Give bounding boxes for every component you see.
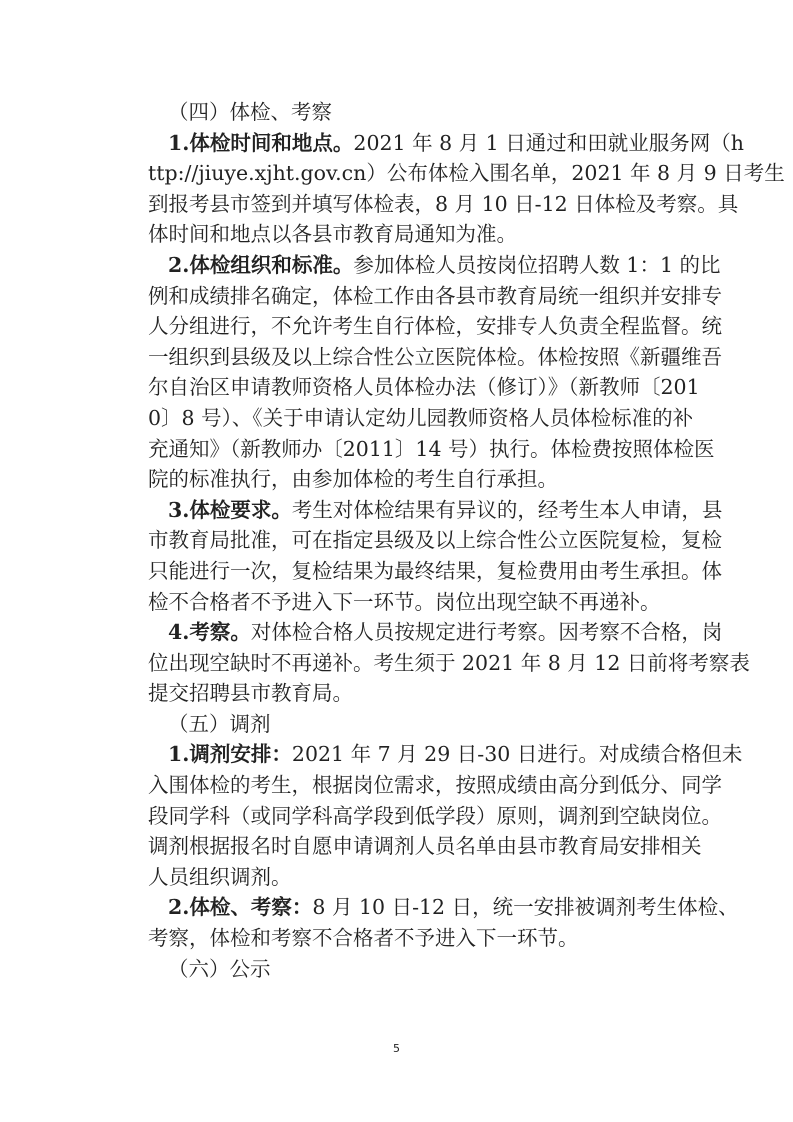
- text-line: 调剂根据报名时自愿申请调剂人员名单由县市教育局安排相关: [148, 834, 702, 859]
- text-line: 例和成绩排名确定，体检工作由各县市教育局统一组织并安排专: [148, 283, 722, 308]
- paragraph: [148, 617, 750, 709]
- text-line: 院的标准执行，由参加体检的考生自行承担。: [148, 467, 558, 492]
- paragraph-lead: 1.体检时间和地点。: [168, 130, 354, 155]
- line-text: 2021 年 8 月 1 日通过和田就业服务网（h: [353, 130, 744, 155]
- text-line: 检不合格者不予进入下一环节。岗位出现空缺不再递补。: [148, 589, 661, 614]
- section-heading: （六）公示: [168, 956, 271, 981]
- paragraph: [148, 495, 723, 617]
- text-line: 提交招聘县市教育局。: [148, 681, 353, 706]
- line-text: 8 月 10 日-12 日，统一安排被调剂考生体检、: [312, 895, 739, 920]
- paragraph-lead: 1.调剂安排：: [168, 742, 292, 767]
- text-line: 位出现空缺时不再递补。考生须于 2021 年 8 月 12 日前将考察表: [148, 650, 750, 675]
- line-text: 对体检合格人员按规定进行考察。因考察不合格，岗: [250, 620, 723, 645]
- text-line: [148, 739, 743, 770]
- text-line: [148, 250, 721, 281]
- text-line: 尔自治区申请教师资格人员体检办法（修订）》（新教师〔201: [148, 375, 700, 400]
- text-line: 一组织到县级及以上综合性公立医院体检。体检按照《新疆维吾: [148, 344, 722, 369]
- text-line: ttp://jiuye.xjht.gov.cn）公布体检入围名单，2021 年 8 月 9 日考生: [148, 161, 785, 186]
- section-heading: （五）调剂: [168, 711, 271, 736]
- paragraph-lead: 2.体检、考察：: [168, 895, 313, 920]
- section-heading: （四）体检、考察: [168, 100, 332, 124]
- paragraph-lead: 2.体检组织和标准。: [168, 252, 354, 277]
- text-line: 考察，体检和考察不合格者不予进入下一环节。: [148, 926, 579, 951]
- document-body: [148, 97, 785, 984]
- text-line: 到报考县市签到并填写体检表，8 月 10 日-12 日体检及考察。具: [148, 191, 739, 216]
- text-line: 人分组进行，不允许考生自行体检，安排专人负责全程监督。统: [148, 314, 722, 339]
- text-line: [148, 892, 739, 923]
- line-text: 2021 年 7 月 29 日-30 日进行。对成绩合格但未: [291, 742, 743, 767]
- line-text: 参加体检人员按岗位招聘人数 1：1 的比: [353, 252, 721, 277]
- text-line: 0〕8 号）、《关于申请认定幼儿园教师资格人员体检标准的补: [148, 405, 694, 430]
- text-line: 入围体检的考生，根据岗位需求，按照成绩由高分到低分、同学: [148, 773, 722, 798]
- line-text: 考生对体检结果有异议的，经考生本人申请，县: [291, 497, 723, 522]
- text-line: 段同学科（或同学科高学段到低学段）原则，调剂到空缺岗位。: [148, 803, 722, 828]
- text-line: 充通知》（新教师办〔2011〕14 号）执行。体检费按照体检医: [148, 436, 715, 461]
- text-line: 市教育局批准，可在指定县级及以上综合性公立医院复检，复检: [148, 528, 722, 553]
- paragraph: [148, 892, 739, 953]
- text-line: 人员组织调剂。: [148, 864, 292, 889]
- paragraph: [148, 739, 743, 892]
- paragraph-lead: 4.考察。: [168, 620, 251, 645]
- text-line: 只能进行一次，复检结果为最终结果，复检费用由考生承担。体: [148, 558, 722, 583]
- text-line: [148, 617, 723, 648]
- paragraph: [148, 128, 785, 250]
- text-line: [148, 128, 744, 159]
- text-line: 体时间和地点以各县市教育局通知为准。: [148, 222, 517, 247]
- text-line: [148, 495, 723, 526]
- paragraph-lead: 3.体检要求。: [168, 497, 292, 522]
- page-number: 5: [393, 1042, 400, 1055]
- paragraph: [148, 250, 722, 495]
